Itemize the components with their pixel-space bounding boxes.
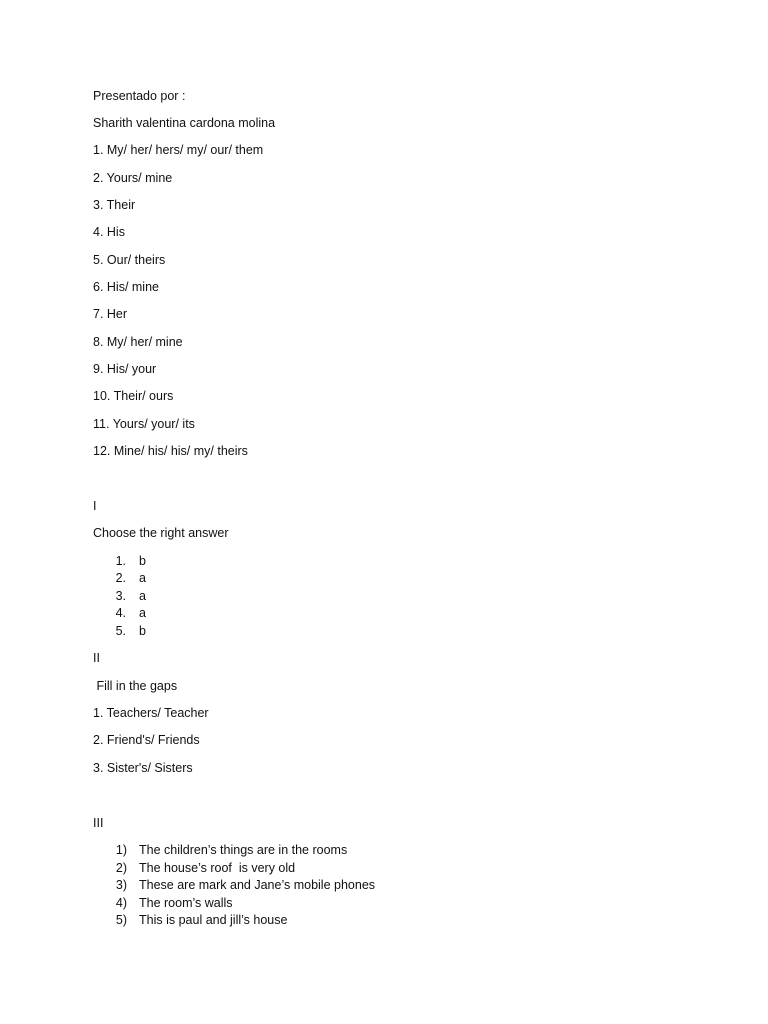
list-item: The house’s roof is very old (139, 861, 296, 875)
list-item: These are mark and Jane’s mobile phones (139, 878, 376, 892)
list-item: a (139, 589, 146, 603)
list-number: 1) (115, 843, 127, 857)
section-instruction: Choose the right answer (93, 526, 229, 540)
list-number: 3. (115, 589, 126, 603)
pronoun-answer: 9. His/ your (93, 362, 157, 376)
pronoun-answer: 3. Their (93, 198, 136, 212)
list-number: 4) (115, 896, 127, 910)
list-item: The room’s walls (139, 896, 233, 910)
list-number: 5. (115, 624, 126, 638)
gap-answer: 1. Teachers/ Teacher (93, 706, 209, 720)
list-item: This is paul and jill’s house (139, 913, 288, 927)
pronoun-answer: 12. Mine/ his/ his/ my/ theirs (93, 444, 248, 458)
pronoun-answer: 11. Yours/ your/ its (93, 417, 195, 431)
list-item: a (139, 571, 146, 585)
list-item: b (139, 624, 146, 638)
gap-answer: 3. Sister's/ Sisters (93, 761, 193, 775)
list-number: 2. (115, 571, 126, 585)
student-name: Sharith valentina cardona molina (93, 116, 276, 130)
list-item: The children’s things are in the rooms (139, 843, 348, 857)
pronoun-answer: 6. His/ mine (93, 280, 159, 294)
list-item: b (139, 554, 146, 568)
section-numeral: I (93, 499, 97, 513)
pronoun-answer: 2. Yours/ mine (93, 171, 173, 185)
pronoun-answer: 8. My/ her/ mine (93, 335, 183, 349)
presented-by-label: Presentado por : (93, 89, 186, 103)
list-number: 3) (115, 878, 127, 892)
pronoun-answer: 4. His (93, 225, 125, 239)
list-item: a (139, 606, 146, 620)
list-number: 4. (115, 606, 126, 620)
section-numeral: III (93, 816, 104, 830)
pronoun-answer: 1. My/ her/ hers/ my/ our/ them (93, 143, 264, 157)
list-number: 2) (115, 861, 127, 875)
pronoun-answer: 5. Our/ theirs (93, 253, 166, 267)
pronoun-answer: 7. Her (93, 307, 128, 321)
list-number: 1. (115, 554, 126, 568)
section-numeral: II (93, 651, 100, 665)
list-number: 5) (115, 913, 127, 927)
section-instruction: Fill in the gaps (93, 679, 178, 693)
gap-answer: 2. Friend's/ Friends (93, 733, 200, 747)
pronoun-answer: 10. Their/ ours (93, 389, 174, 403)
